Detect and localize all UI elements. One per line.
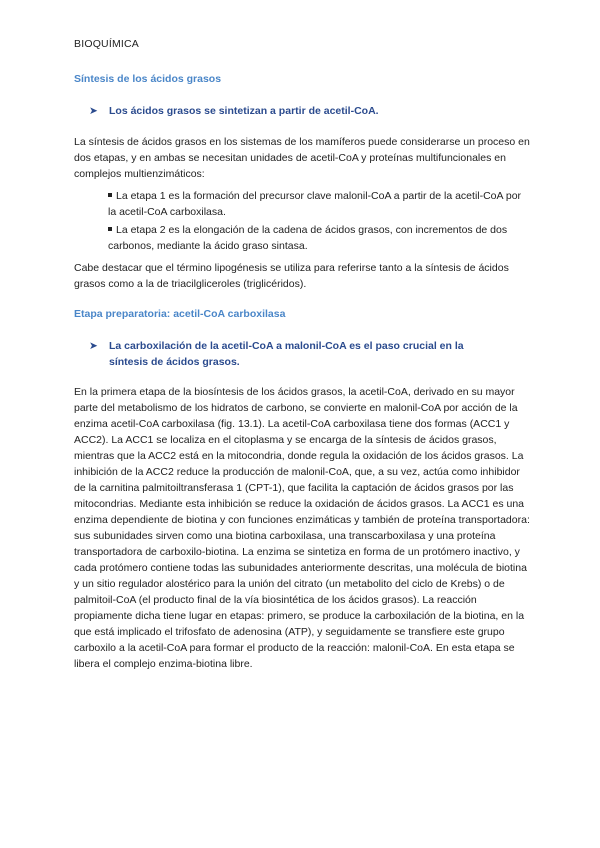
callout-carboxylation <box>89 338 529 370</box>
list-item-text: La etapa 1 es la formación del precursor clave malonil-CoA a partir de la acetil-CoA por la acetil-CoA carboxilasa. <box>108 190 522 218</box>
page-header: BIOQUÍMICA <box>74 38 140 50</box>
arrow-right-icon: ➤ <box>89 105 98 117</box>
callout-synthesis <box>89 103 529 119</box>
list-item-text: La etapa 2 es la elongación de la cadena de ácidos grasos, con incrementos de dos carbonos, mediante la ácido graso sintasa. <box>108 224 508 252</box>
section-title-synthesis: Síntesis de los ácidos grasos <box>74 73 222 85</box>
callout-text-line1: La carboxilación de la acetil-CoA a malonil-CoA es el paso crucial en la <box>109 340 464 352</box>
body-paragraph: En la primera etapa de la biosíntesis de los ácidos grasos, la acetil-CoA, derivado en su mayor parte del metabolismo de los hidratos de carbono, se convierte en malonil-CoA por acción de la enzima acetil-CoA carboxilasa (fig. 13.1). La acetil-CoA carboxilasa tiene dos formas (ACC1 y ACC2). La ACC1 se localiza en el citoplasma y se encarga de la síntesis de ácidos grasos, mientras que la ACC2 está en la mitocondria, donde regula la oxidación de los ácidos grasos. La inhibición de la ACC2 reduce la producción de malonil-CoA, que, a su vez, actúa como inhibidor de la carnitina palmitoiltransferasa 1 (CPT-1), que facilita la captación de ácidos grasos por las mitocondrias. Mediante esta inhibición se reduce la oxidación de ácidos grasos. La ACC1 es una enzima dependiente de biotina y con funciones enzimáticas y también de proteína transportadora: sus subunidades sirven como una biotina carboxilasa, una transcarboxilasa y una proteína transportadora de carboxilo-biotina. La enzima se sintetiza en forma de un protómero inactivo, y cada protómero contiene todas las subunidades anteriormente descritas, una molécula de biotina y un sitio regulador alostérico para la unión del citrato (un metabolito del ciclo de Krebs) o de palmitoil-CoA (el producto final de la vía biosintética de los ácidos grasos). La reacción propiamente dicha tiene lugar en etapas: primero, se produce la carboxilación de la biotina, en la que está implicado el trifosfato de adenosina (ATP), y seguidamente se transfiere este grupo carboxilo a la acetil-CoA para formar el producto de la reacción: malonil-CoA. En esta etapa se libera el complejo enzima-biotina libre. <box>74 386 530 670</box>
arrow-right-icon: ➤ <box>89 340 98 352</box>
intro-paragraph: La síntesis de ácidos grasos en los sistemas de los mamíferos puede considerarse un proceso en dos etapas, y en ambas se necesitan unidades de acetil-CoA y proteínas multifuncionales en complejos multienzimáticos: <box>74 136 530 180</box>
section-title-preparatory: Etapa preparatoria: acetil-CoA carboxilasa <box>74 308 286 320</box>
note-paragraph: Cabe destacar que el término lipogénesis se utiliza para referirse tanto a la síntesis de ácidos grasos como a la de triacilgliceroles (triglicéridos). <box>74 262 509 290</box>
callout-text: Los ácidos grasos se sintetizan a partir de acetil-CoA. <box>109 105 379 117</box>
callout-text-line2: síntesis de ácidos grasos. <box>109 356 240 368</box>
list-item <box>108 222 528 254</box>
square-bullet-icon <box>108 227 112 231</box>
list-item <box>108 188 528 220</box>
square-bullet-icon <box>108 193 112 197</box>
